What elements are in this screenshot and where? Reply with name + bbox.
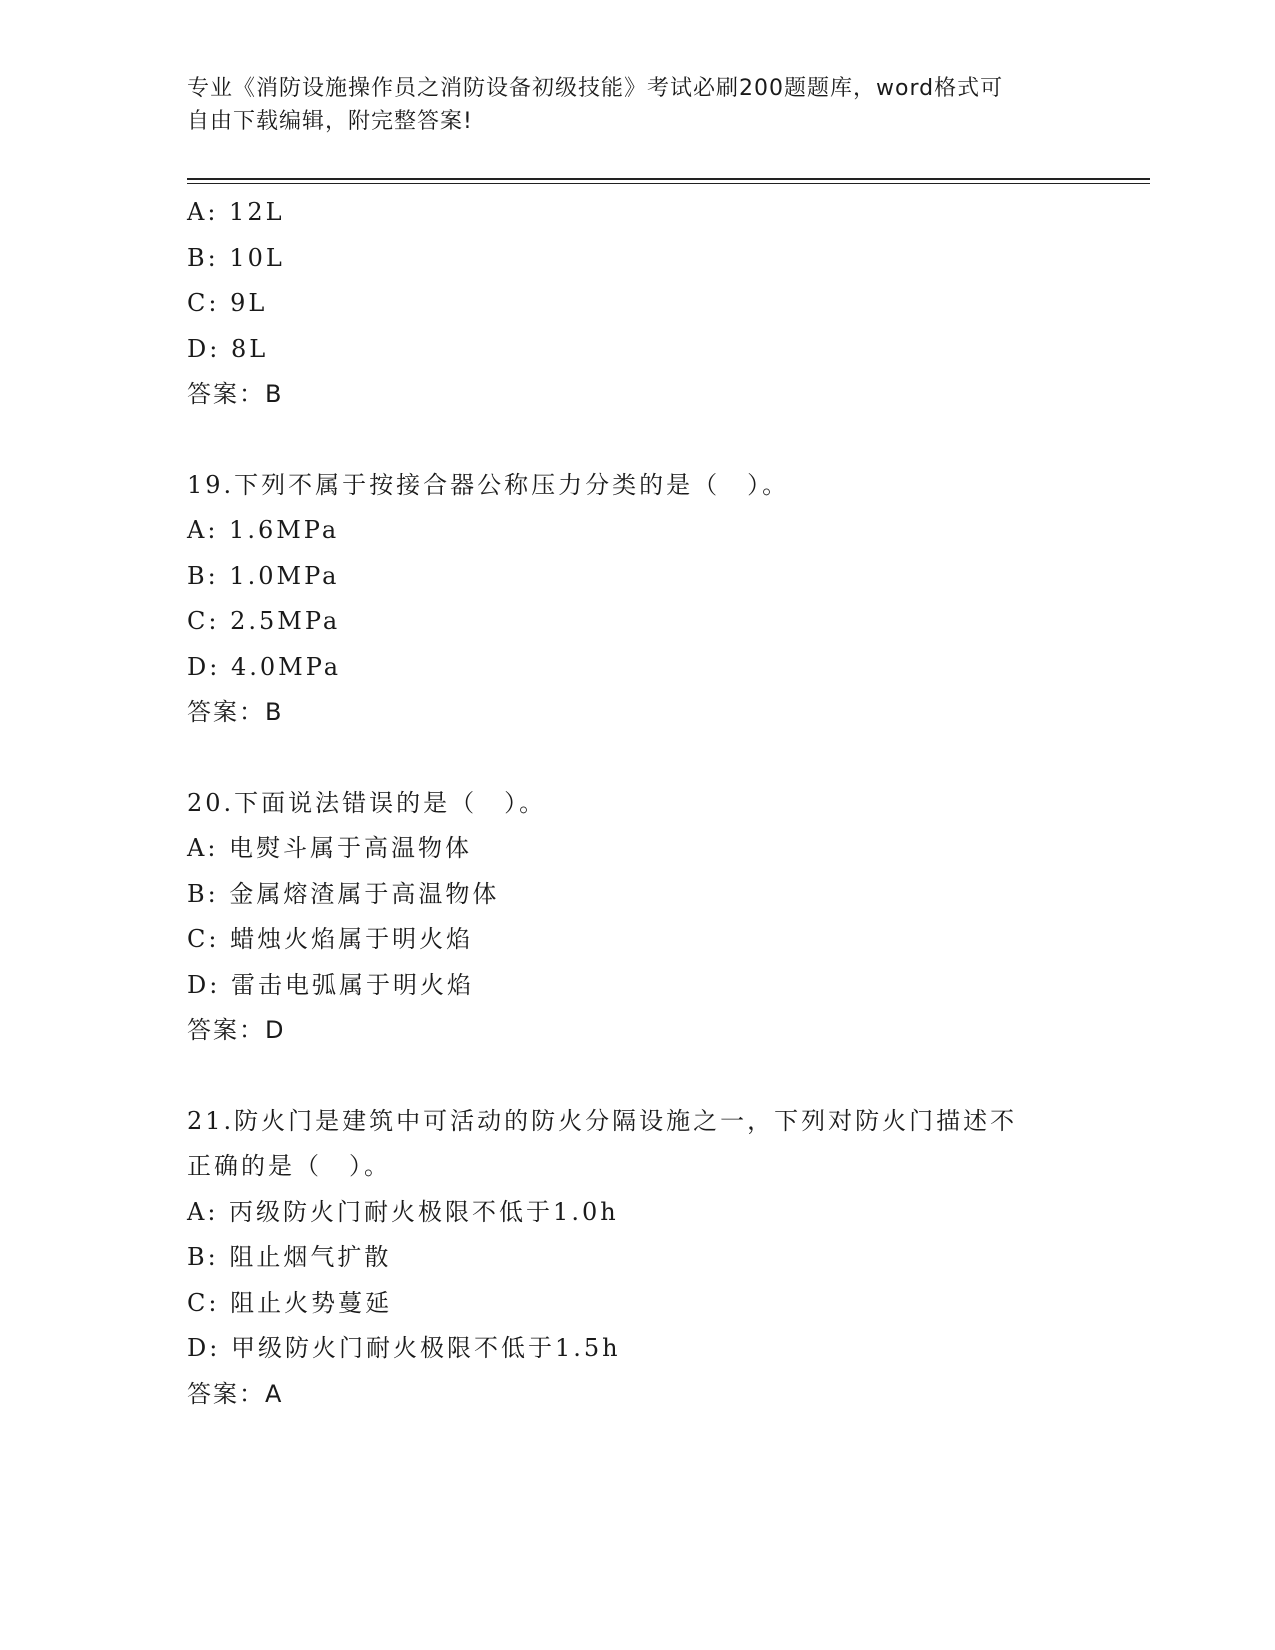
question-block-19 — [187, 463, 1087, 736]
option-c: C: 阻止火势蔓延 — [187, 1288, 393, 1317]
header-line-2: 自由下载编辑，附完整答案! — [187, 109, 473, 134]
option-b: B: 阻止烟气扩散 — [187, 1243, 392, 1271]
answer-line: 答案：B — [187, 698, 284, 726]
question-block-18 — [187, 190, 1087, 418]
option-d: D: 甲级防火门耐火极限不低于1.5h — [187, 1334, 621, 1362]
question-list — [187, 190, 1087, 1417]
option-a: A: 电熨斗属于高温物体 — [187, 834, 473, 862]
answer-line: 答案：B — [187, 380, 284, 408]
header-divider-thin — [187, 183, 1150, 184]
document-header — [187, 72, 1087, 138]
answer-line: 答案：D — [187, 1016, 286, 1044]
option-c: C: 蜡烛火焰属于明火焰 — [187, 925, 474, 953]
option-a: A: 1.6MPa — [187, 516, 340, 544]
question-text-line-2: 正确的是（ ）。 — [187, 1152, 391, 1180]
option-d: D: 雷击电弧属于明火焰 — [187, 970, 474, 999]
option-c: C: 2.5MPa — [187, 607, 341, 635]
option-b: B: 10L — [187, 243, 285, 272]
question-block-20 — [187, 781, 1087, 1054]
question-block-21 — [187, 1099, 1087, 1418]
option-d: D: 8L — [187, 334, 269, 363]
header-line-1: 专业《消防设施操作员之消防设备初级技能》考试必刷200题题库，word格式可 — [187, 76, 1004, 101]
answer-line: 答案：A — [187, 1379, 284, 1408]
question-text: 20.下面说法错误的是（ ）。 — [187, 788, 547, 817]
question-text: 19.下列不属于按接合器公称压力分类的是（ ）。 — [187, 470, 790, 499]
header-divider — [187, 178, 1150, 180]
option-c: C: 9L — [187, 289, 268, 317]
option-b: B: 金属熔渣属于高温物体 — [187, 879, 500, 908]
option-d: D: 4.0MPa — [187, 652, 342, 681]
option-a: A: 12L — [187, 198, 285, 226]
option-b: B: 1.0MPa — [187, 561, 340, 590]
option-a: A: 丙级防火门耐火极限不低于1.0h — [187, 1197, 619, 1226]
question-text-line-1: 21.防火门是建筑中可活动的防火分隔设施之一，下列对防火门描述不 — [187, 1106, 1018, 1135]
